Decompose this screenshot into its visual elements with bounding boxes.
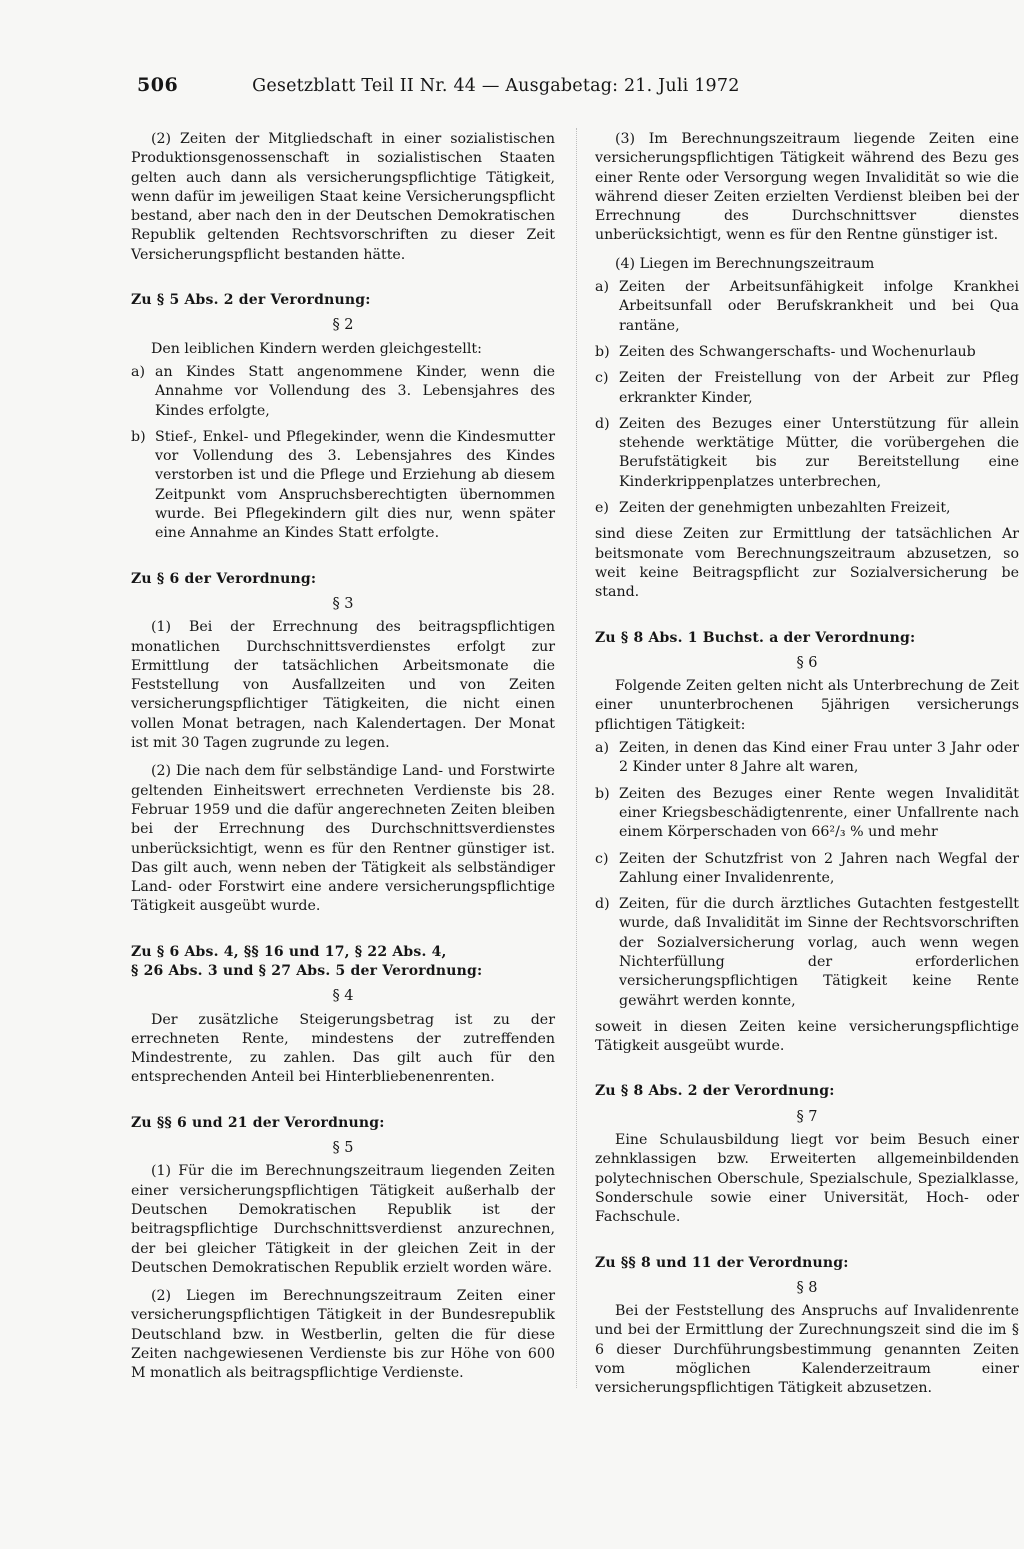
section-heading: Zu § 5 Abs. 2 der Verordnung: (131, 292, 371, 309)
section-heading (131, 943, 555, 982)
item-letter: e) (595, 500, 609, 517)
paragraph: Der zusätzliche Steigerungsbetrag ist zu der errechneten Rente, mindestens der zutreffenden Mindestrente, zu zahlen. Das gilt auch für den entsprechenden Anteil bei Hinterbliebenenrenten. (131, 1011, 555, 1086)
paragraph: (2) Die nach dem für selbständige Land- und Forstwirte geltenden Einheitswert errechneten Verdienste bis 28. Februar 1959 und die dafür angerechneten Zeiten bleiben bei der Errechnung des Durchschnittsverdienstes unberücksichtigt, wenn es für den Rentner günstiger ist. Das gilt auch, wenn neben der Tätigkeit als selbständiger Land- oder Forstwirt eine andere versicherungspflichtige Tätigkeit ausgeübt wurde. (131, 763, 555, 915)
section-number: § 8 (796, 1279, 818, 1296)
item-letter: b) (595, 785, 610, 802)
heading-line: Zu § 6 Abs. 4, §§ 16 und 17, § 22 Abs. 4, (131, 943, 447, 960)
paragraph: (4) Liegen im Berechnungszeitraum (615, 255, 875, 272)
list-item (595, 785, 1019, 843)
section-number: § 3 (332, 595, 354, 612)
left-column (131, 130, 555, 1384)
item-letter: a) (595, 279, 609, 296)
section-number: § 4 (332, 988, 354, 1005)
item-text: Stief-, Enkel- und Pflegekinder, wenn die Kindesmutter vor Vollendung des 3. Lebensjahres des Kindes verstorben ist und die Pflege und Erziehung ab diesem Zeitpunkt vom Anspruchsberechtigten übernommen wurde. Bei Pflegekindern gilt dies nur, wenn später eine Annahme an Kindes Statt erfolgte. (155, 428, 555, 542)
item-text: an Kindes Statt angenommene Kinder, wenn die Annahme vor Vollendung des 3. Lebensjahres des Kindes erfolgte, (155, 363, 555, 419)
item-letter: b) (131, 428, 146, 445)
list-item (595, 499, 1019, 518)
item-text: Zeiten des Bezuges einer Unterstützung für allein stehende werktätige Mütter, die vorübergehen die Berufstätigkeit bis zur Bereitstellung eine Kinderkrippenplatzes unterbrechen, (619, 415, 1019, 490)
paragraph: (1) Für die im Berechnungszeitraum liegenden Zeiten einer versicherungspflichtigen Tätigkeit außerhalb der Deutschen Demokratischen Republik ist der beitragspflichtige Durchschnittsverdienst anzurechnen, der bei gleicher Tätigkeit in der gleichen Zeit in der Deutschen Demokratischen Republik erzielt worden wäre. (131, 1163, 555, 1276)
page-number: 506 (137, 74, 179, 96)
section-heading: Zu § 8 Abs. 1 Buchst. a der Verordnung: (595, 629, 916, 646)
item-text: Zeiten der Arbeitsunfähigkeit infolge Krankhei Arbeitsunfall oder Berufskrankheit und bei Qua rantäne, (619, 279, 1019, 334)
section-number: § 2 (332, 317, 354, 334)
section-number: § 5 (332, 1140, 354, 1157)
section-heading: Zu §§ 8 und 11 der Verordnung: (595, 1254, 849, 1271)
item-text: Zeiten, für die durch ärztliches Gutachten festgestellt wurde, daß Invalidität im Sinne der Rechtsvorschriften der Sozialversicherung vorlag, auch wenn wegen Nichterfüllung der erforderlichen versicherungspflichtigen Tätigkeit keine Rente gewährt werden konnte, (619, 896, 1019, 1009)
heading-line: § 26 Abs. 3 und § 27 Abs. 5 der Verordnung: (131, 962, 483, 979)
item-list (595, 739, 1019, 1011)
item-letter: a) (131, 363, 145, 380)
item-text: Zeiten des Schwangerschafts- und Wochenurlaub (619, 343, 976, 360)
paragraph: soweit in diesen Zeiten keine versicherungspflichtige Tätigkeit ausgeübt wurde. (595, 1018, 1019, 1055)
section-heading: Zu § 8 Abs. 2 der Verordnung: (595, 1083, 835, 1100)
item-list (595, 278, 1019, 518)
item-letter: b) (595, 343, 610, 360)
item-letter: d) (595, 415, 610, 432)
item-letter: c) (595, 850, 609, 867)
right-column (595, 130, 1019, 1399)
gazette-title: Gesetzblatt Teil II Nr. 44 — Ausgabetag: 21. Juli 1972 (252, 76, 740, 96)
paragraph: (1) Bei der Errechnung des beitragspflichtigen monatlichen Durchschnittsverdienstes erfolgt zur Ermittlung der tatsächlichen Arbeitsmonate die Feststellung von Ausfallzeiten und von Zeiten versicherungspflichtiger Tätigkeiten, die nicht einen vollen Monat betragen, nach Kalendertagen. Der Monat ist mit 30 Tagen zugrunde zu legen. (131, 619, 555, 752)
item-text: Zeiten der genehmigten unbezahlten Freizeit, (619, 500, 951, 517)
list-item (595, 850, 1019, 889)
paragraph: Folgende Zeiten gelten nicht als Unterbrechung de Zeit einer ununterbrochenen 5jährigen versicherungs pflichtigen Tätigkeit: (595, 678, 1019, 733)
paragraph: (2) Zeiten der Mitgliedschaft in einer sozialistischen Produktionsgenossenschaft in sozialistischen Staaten gelten auch dann als versicherungspflichtige Tätigkeit, wenn dafür im jeweiligen Staat keine Versicherungspflicht bestand, aber nach den in der Deutschen Demokratischen Republik geltenden Rechtsvorschriften zu dieser Zeit Versicherungspflicht bestanden hätte. (131, 131, 555, 263)
list-item (595, 895, 1019, 1011)
item-text: Zeiten der Schutzfrist von 2 Jahren nach Wegfal der Zahlung einer Invalidenrente, (619, 850, 1019, 886)
list-item (131, 428, 555, 544)
item-letter: a) (595, 740, 609, 757)
paragraph: Bei der Feststellung des Anspruchs auf Invalidenrente und bei der Ermittlung der Zurechnungszeit sind die im § 6 dieser Durchführungsbestimmung genannten Zeiten vom möglichen Kalenderzeitraum einer versicherungspflichtigen Tätigkeit abzusetzen. (595, 1303, 1019, 1397)
section-number: § 7 (796, 1108, 818, 1125)
list-item (595, 415, 1019, 492)
page-header (137, 74, 821, 100)
item-list (131, 363, 555, 544)
paragraph: Eine Schulausbildung liegt vor beim Besuch einer zehnklassigen bzw. Erweiterten allgemeinbildenden polytechnischen Oberschule, Spezialschule, Spezialklasse, Sonderschule sowie einer Universität, Hoch- oder Fachschule. (595, 1132, 1019, 1226)
paragraph: sind diese Zeiten zur Ermittlung der tatsächlichen Ar beitsmonate vom Berechnungszeitraum abzusetzen, so weit keine Beitragspflicht zur Sozialversicherung be stand. (595, 526, 1019, 601)
list-item (595, 369, 1019, 408)
list-item (595, 343, 1019, 362)
item-text: Zeiten der Freistellung von der Arbeit zur Pfleg erkrankter Kinder, (619, 370, 1019, 406)
list-item (595, 739, 1019, 778)
section-heading: Zu § 6 der Verordnung: (131, 570, 317, 587)
paragraph: Den leiblichen Kindern werden gleichgestellt: (151, 340, 482, 357)
list-item (131, 363, 555, 421)
section-number: § 6 (796, 654, 818, 671)
paragraph: (3) Im Berechnungszeitraum liegende Zeiten eine versicherungspflichtigen Tätigkeit während des Bezu ges einer Rente oder Versorgung wegen Invalidität so wie die während dieser Zeiten erzielten Verdienst bleiben bei der Errechnung des Durchschnittsver dienstes unberücksichtigt, wenn es für den Rentne günstiger ist. (595, 131, 1019, 244)
paragraph: (2) Liegen im Berechnungszeitraum Zeiten einer versicherungspflichtigen Tätigkeit in der Bundesrepublik Deutschland bzw. in Westberlin, gelten die für diese Zeiten nachgewiesenen Verdienste bis zur Höhe von 600 M monatlich als beitragspflichtige Verdienste. (131, 1288, 555, 1382)
item-text: Zeiten des Bezuges einer Rente wegen Invalidität einer Kriegsbeschädigtenrente, einer Unfallrente nach einem Körperschaden von 66²/₃ % und mehr (619, 785, 1019, 841)
item-letter: c) (595, 370, 609, 387)
section-heading: Zu §§ 6 und 21 der Verordnung: (131, 1114, 385, 1131)
list-item (595, 278, 1019, 336)
item-letter: d) (595, 896, 610, 913)
column-divider (576, 128, 577, 1388)
item-text: Zeiten, in denen das Kind einer Frau unter 3 Jahr oder 2 Kinder unter 8 Jahre alt waren, (619, 740, 1019, 776)
